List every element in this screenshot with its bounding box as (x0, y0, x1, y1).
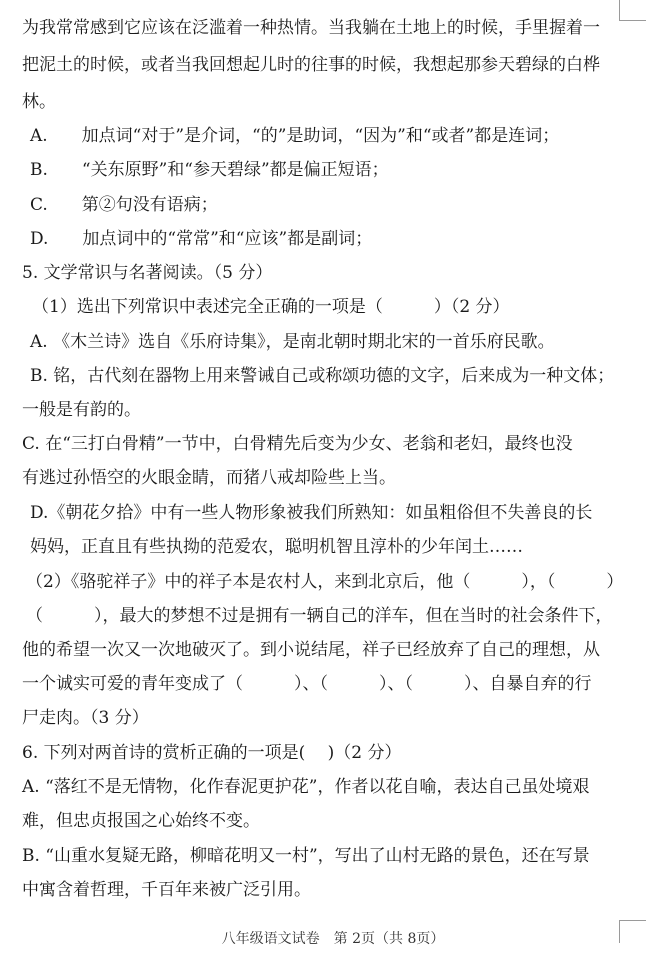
option-line: B. “关东原野”和“参天碧绿”都是偏正短语； (30, 160, 389, 180)
text-line: 为我常常感到它应该在泛滥着一种热情。当我躺在土地上的时候，手里握着一 (22, 18, 600, 38)
option-line: D. 加点词中的“常常”和“应该”都是副词； (30, 229, 373, 249)
sub-question: （1）选出下列常识中表述完全正确的一项是（ ）（2 分） (32, 297, 510, 317)
text-line: 难，但忠贞报国之心始终不变。 (22, 811, 260, 831)
page-corner-mark-top (619, 0, 646, 21)
text-line: 他的希望一次又一次地破灭了。到小说结尾，祥子已经放弃了自己的理想，从 (22, 640, 600, 660)
question-heading: 6. 下列对两首诗的赏析正确的一项是( )（2 分） (22, 743, 402, 763)
text-line: 一般是有韵的。 (22, 400, 141, 420)
text-line: 有逃过孙悟空的火眼金睛，而猪八戒却险些上当。 (22, 468, 396, 488)
question-heading: 5. 文学常识与名著阅读。（5 分） (22, 263, 273, 283)
sub-question: （2）《骆驼祥子》中的祥子本是农村人，来到北京后，他（ ），（ ） (26, 572, 624, 592)
option-line: A. “落红不是无情物，化作春泥更护花”，作者以花自喻，表达自己虽处境艰 (22, 777, 590, 797)
text-line: 中寓含着哲理，千百年来被广泛引用。 (22, 880, 311, 900)
option-line: A. 《木兰诗》选自《乐府诗集》，是南北朝时期北宋的一首乐府民歌。 (30, 332, 555, 352)
option-line: B. “山重水复疑无路，柳暗花明又一村”，写出了山村无路的景色，还在写景 (22, 846, 590, 866)
option-line: C. 第②句没有语病； (30, 195, 218, 215)
text-line: 妈妈，正直且有些执拗的范爱农，聪明机智且淳朴的少年闰土…… (30, 537, 523, 557)
option-line: C. 在“三打白骨精”一节中，白骨精先后变为少女、老翁和老妇，最终也没 (22, 434, 573, 454)
text-line: 一个诚实可爱的青年变成了（ ）、（ ）、（ ）、自暴自弃的行 (22, 674, 592, 694)
text-line: （ ），最大的梦想不过是拥有一辆自己的洋车，但在当时的社会条件下， (26, 606, 613, 626)
option-line: B. 铭，古代刻在器物上用来警诫自己或称颂功德的文字，后来成为一种文体； (30, 366, 615, 386)
option-line: D.《朝花夕拾》中有一些人物形象被我们所熟知：如虽粗俗但不失善良的长 (30, 503, 593, 523)
page-footer: 八年级语文试卷 第 2页（共 8页） (221, 931, 445, 947)
text-line: 把泥土的时候，或者当我回想起儿时的往事的时候，我想起那参天碧绿的白桦 (22, 55, 600, 75)
text-line: 林。 (22, 92, 56, 112)
option-line: A. 加点词“对于”是介词，“的”是助词，“因为”和“或者”都是连词； (30, 126, 560, 146)
text-line: 尸走肉。（3 分） (22, 708, 149, 728)
